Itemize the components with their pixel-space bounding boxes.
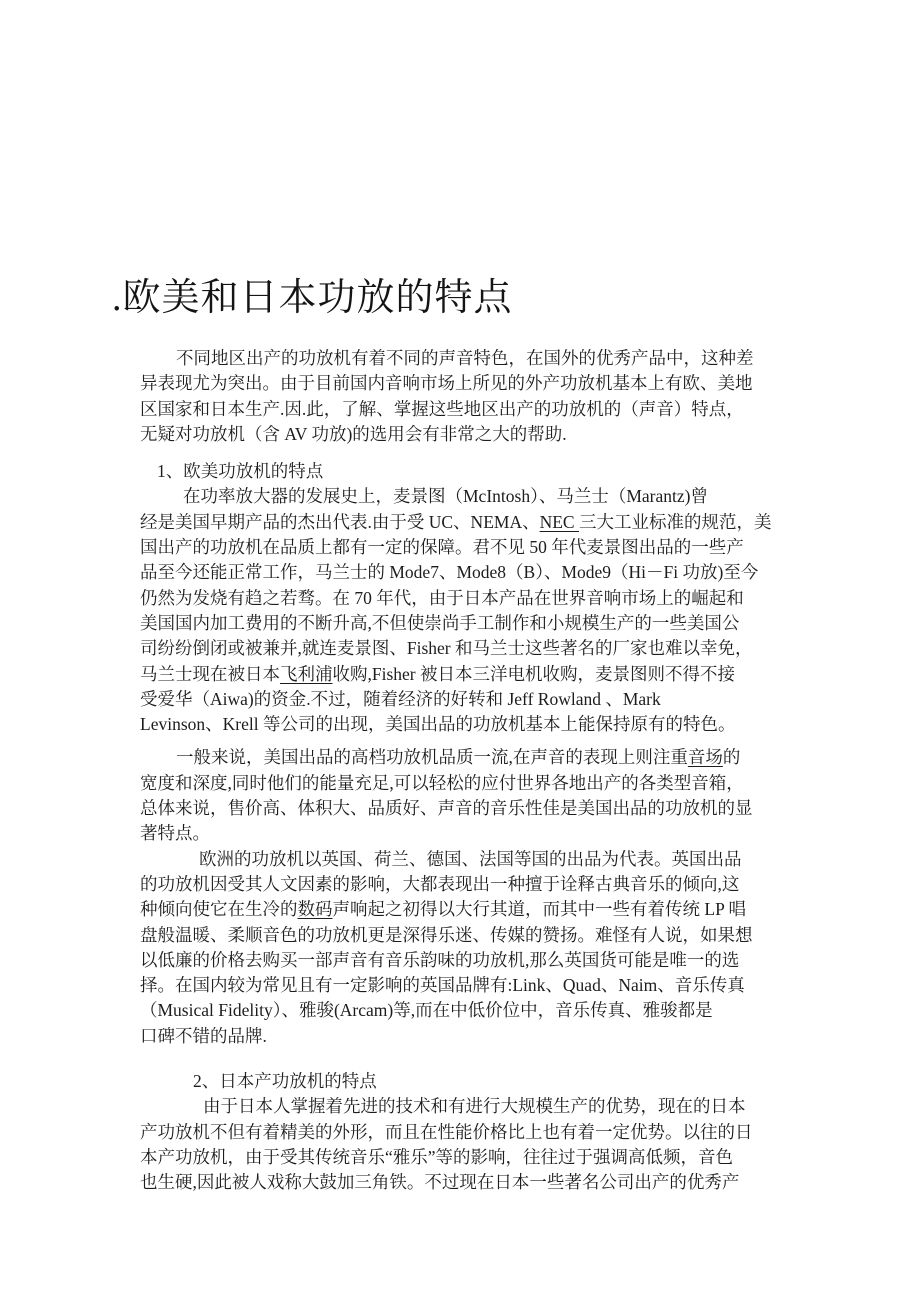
text-segment: 异表现尤为突出。由于目前国内音响市场上所见的外产功放机基本上有欧、美地: [140, 373, 753, 394]
document-title: .欧美和日本功放的特点: [112, 277, 513, 319]
text-line: [140, 560, 790, 585]
text-line: [140, 586, 790, 611]
text-line: [140, 484, 790, 509]
text-segment: 收购,Fisher 被日本三洋电机收购，麦景图则不得不接: [332, 663, 735, 684]
text-line: [140, 923, 790, 948]
text-segment: 也生硬,因此被人戏称大鼓加三角铁。不过现在日本一些著名公司出产的优秀产: [140, 1172, 740, 1193]
text-segment: 欧洲的功放机以英国、荷兰、德国、法国等国的出品为代表。英国出品: [199, 848, 742, 869]
text-line: [140, 1024, 790, 1049]
text-line: [140, 397, 790, 422]
text-segment: 盘般温暖、柔顺音色的功放机更是深得乐迷、传媒的赞扬。难怪有人说，如果想: [140, 924, 753, 945]
text-line: [140, 821, 790, 846]
text-segment: 声响起之初得以大行其道，而其中一些有着传统 LP 唱: [332, 899, 747, 920]
underlined-text: 音场: [687, 747, 723, 768]
text-segment: 受爱华（Aiwa)的资金.不过，随着经济的好转和 Jeff Rowland 、Mark: [140, 688, 661, 709]
text-segment: 2、日本产功放机的特点: [193, 1071, 377, 1092]
text-line: [140, 712, 790, 737]
text-line: [140, 422, 790, 447]
text-line: [140, 611, 790, 636]
text-line: [140, 636, 790, 661]
text-line: [140, 1094, 790, 1119]
text-segment: 无疑对功放机（含 AV 功放)的选用会有非常之大的帮助.: [140, 423, 567, 444]
text-line: [140, 897, 790, 922]
text-line: [140, 973, 790, 998]
text-line: [140, 847, 790, 872]
text-line: [140, 687, 790, 712]
text-segment: 品至今还能正常工作，马兰士的 Mode7、Mode8（B）、Mode9（Hi－Fi 功放)至今: [140, 562, 759, 583]
text-line: [140, 1069, 790, 1094]
text-segment: 的功放机因受其人文因素的影响，大都表现出一种擅于诠释古典音乐的倾向,这: [140, 873, 740, 894]
text-line: [140, 535, 790, 560]
text-segment: 1、欧美功放机的特点: [157, 461, 324, 482]
text-segment: 在功率放大器的发展史上，麦景图（McIntosh）、马兰士（Marantz)曾: [183, 486, 708, 507]
text-segment: 经是美国早期产品的杰出代表.由于受 UC、NEMA、: [140, 511, 540, 532]
text-line: [140, 510, 790, 535]
text-segment: 总体来说，售价高、体积大、品质好、声音的音乐性佳是美国出品的功放机的显: [140, 798, 753, 819]
text-segment: 仍然为发烧有趋之若骛。在 70 年代，由于日本产品在世界音响市场上的崛起和: [140, 587, 744, 608]
text-line: [140, 1170, 790, 1195]
text-segment: 种倾向使它在生冷的: [140, 899, 298, 920]
text-segment: （Musical Fidelity）、雅骏(Arcam)等,而在中低价位中，音乐传真、雅骏都是: [140, 1000, 713, 1021]
text-segment: 司纷纷倒闭或被兼并,就连麦景图、Fisher 和马兰士这些著名的厂家也难以幸免，: [140, 638, 753, 659]
text-segment: 美国国内加工费用的不断升高,不但使崇尚手工制作和小规模生产的一些美国公: [140, 612, 740, 633]
text-line: [140, 371, 790, 396]
text-segment: 国出产的功放机在品质上都有一定的保障。君不见 50 年代麦景图出品的一些产: [140, 537, 744, 558]
text-segment: 的: [722, 747, 741, 768]
text-segment: 口碑不错的品牌.: [140, 1025, 267, 1046]
underlined-text: 飞利浦: [280, 663, 333, 684]
text-line: [140, 745, 790, 770]
text-segment: 宽度和深度,同时他们的能量充足,可以轻松的应付世界各地出产的各类型音箱，: [140, 772, 744, 793]
text-segment: 由于日本人掌握着先进的技术和有进行大规模生产的优势，现在的日本: [203, 1096, 746, 1117]
underlined-text: NEC: [539, 511, 579, 532]
text-line: [140, 459, 790, 484]
text-line: [140, 1120, 790, 1145]
text-line: [140, 872, 790, 897]
text-segment: 产功放机不但有着精美的外形，而且在性能价格比上也有着一定优势。以往的日: [140, 1121, 753, 1142]
text-line: [140, 771, 790, 796]
underlined-text: 数码: [297, 899, 333, 920]
document-body: [140, 346, 790, 1196]
text-segment: 择。在国内较为常见且有一定影响的英国品牌有:Link、Quad、Naim、音乐传真: [140, 975, 745, 996]
text-segment: 三大工业标准的规范，美: [578, 511, 772, 532]
text-line: [140, 998, 790, 1023]
text-segment: Levinson、Krell 等公司的出现，美国出品的功放机基本上能保持原有的特色。: [140, 714, 736, 735]
text-segment: 马兰士现在被日本: [140, 663, 280, 684]
text-line: [140, 1145, 790, 1170]
text-segment: 著特点。: [140, 823, 210, 844]
text-line: [140, 662, 790, 687]
text-line: [140, 346, 790, 371]
text-segment: 区国家和日本生产.因.此，了解、掌握这些地区出产的功放机的（声音）特点，: [140, 398, 744, 419]
text-segment: 本产功放机，由于受其传统音乐“雅乐”等的影响，往往过于强调高低频，音色: [140, 1146, 734, 1167]
text-segment: 不同地区出产的功放机有着不同的声音特色，在国外的优秀产品中，这种差: [176, 348, 754, 368]
text-line: [140, 948, 790, 973]
text-segment: 以低廉的价格去购买一部声音有音乐韵味的功放机,那么英国货可能是唯一的选: [140, 949, 740, 970]
text-segment: 一般来说，美国出品的高档功放机品质一流,在声音的表现上则注重: [176, 747, 688, 768]
text-line: [140, 796, 790, 821]
